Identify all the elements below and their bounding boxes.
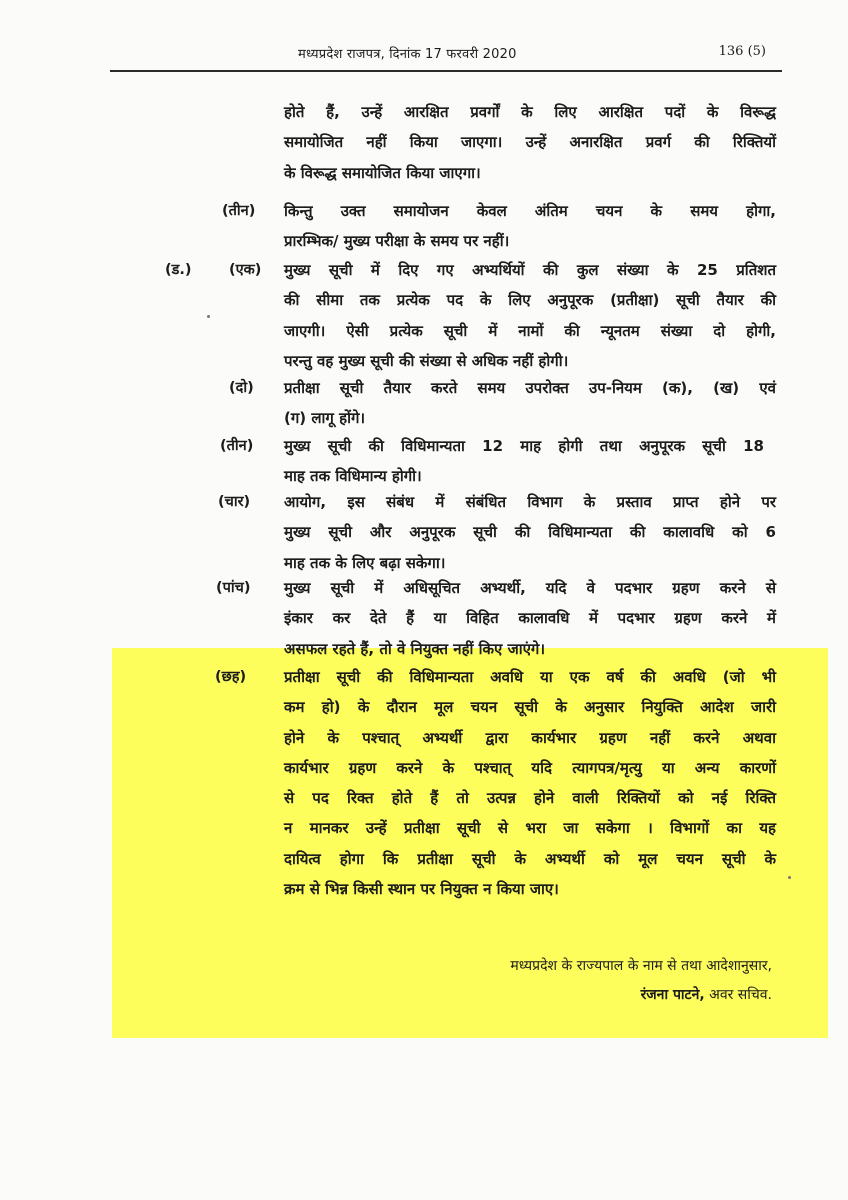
text-line: से पद रिक्त होते हैं तो उत्पन्न होने वाली रिक्तियों को नई रिक्ति (284, 789, 776, 808)
clause-text (284, 487, 776, 578)
text-line: होते हैं, उन्हें आरक्षित प्रवर्गों के लिए आरक्षित पदों के विरूद्ध (284, 103, 776, 121)
header-rule (110, 70, 782, 72)
clause-label: (तीन) (222, 203, 256, 219)
paragraph-continuation (284, 97, 776, 188)
text-line: प्रारम्भिक/ मुख्य परीक्षा के समय पर नहीं। (284, 232, 510, 251)
clause-label: (तीन) (220, 438, 254, 454)
text-line: की सीमा तक प्रत्येक पद के लिए अनुपूरक (प्रतीक्षा) सूची तैयार की (284, 291, 776, 310)
signatory-line (510, 981, 772, 1010)
signatory-designation: अवर सचिव. (704, 987, 772, 1003)
text-line: माह तक के लिए बढ़ा सकेगा। (284, 553, 446, 572)
clause-label: (एक) (229, 262, 262, 278)
text-line: जाएगी। ऐसी प्रत्येक सूची में नामों की न्यूनतम संख्या दो होगी, (284, 321, 776, 340)
text-line: क्रम से भिन्न किसी स्थान पर नियुक्त न किया जाए। (284, 880, 559, 899)
gazette-title: मध्यप्रदेश राजपत्र, दिनांक 17 फरवरी 2020 (298, 47, 517, 62)
subrule-label: (ड.) (165, 262, 192, 278)
text-line: मुख्य सूची में अधिसूचित अभ्यर्थी, यदि वे पदभार ग्रहण करने से (284, 579, 776, 597)
clause-text (284, 573, 776, 664)
text-line: दायित्व होगा कि प्रतीक्षा सूची के अभ्यर्थी को मूल चयन सूची के (284, 849, 776, 868)
text-line: के विरूद्ध समायोजित किया जाएगा। (284, 163, 481, 182)
text-line: परन्तु वह मुख्य सूची की संख्या से अधिक नहीं होगी। (284, 351, 569, 370)
text-line: होने के पश्चात् अभ्यर्थी द्वारा कार्यभार ग्रहण नहीं करने अथवा (284, 728, 776, 747)
clause-text (284, 431, 776, 492)
text-line: समायोजित नहीं किया जाएगा। उन्हें अनारक्षित प्रवर्ग की रिक्तियों (284, 133, 776, 152)
text-line: प्रतीक्षा सूची की विधिमान्यता अवधि या एक वर्ष की अवधि (जो भी (284, 668, 776, 686)
text-line: इंकार कर देते हैं या विहित कालावधि में पदभार ग्रहण करने में (284, 609, 776, 628)
page-number: 136 (5) (718, 44, 766, 59)
clause-label: (पांच) (216, 580, 251, 596)
text-line: मुख्य सूची की विधिमान्यता 12 माह होगी तथा अनुपूरक सूची 18 (284, 437, 764, 455)
highlighted-clause-text (284, 662, 776, 904)
text-line: (ग) लागू होंगे। (284, 409, 366, 428)
text-line: असफल रहते हैं, तो वे नियुक्त नहीं किए जाएंगे। (284, 639, 546, 658)
text-line: माह तक विधिमान्य होगी। (284, 467, 422, 486)
clause-text (284, 255, 776, 376)
text-line: प्रतीक्षा सूची तैयार करते समय उपरोक्त उप-नियम (क), (ख) एवं (284, 379, 776, 397)
page-header (0, 44, 848, 68)
text-line: मुख्य सूची और अनुपूरक सूची की विधिमान्यता की कालावधि को 6 (284, 523, 776, 542)
clause-text (284, 373, 776, 434)
scan-speck (788, 876, 791, 879)
signature-block (510, 952, 772, 1010)
authority-line: मध्यप्रदेश के राज्यपाल के नाम से तथा आदेशानुसार, (510, 958, 772, 974)
text-line: आयोग, इस संबंध में संबंधित विभाग के प्रस्ताव प्राप्त होने पर (284, 493, 776, 511)
clause-label: (छह) (215, 669, 247, 685)
scan-speck (207, 315, 210, 318)
text-line: किन्तु उक्त समायोजन केवल अंतिम चयन के समय होगा, (284, 202, 776, 220)
clause-text (284, 196, 776, 257)
text-line: मुख्य सूची में दिए गए अभ्यर्थियों की कुल संख्या के 25 प्रतिशत (284, 261, 776, 279)
signatory-name: रंजना पाटने, (640, 987, 705, 1003)
text-line: कम हो) के दौरान मूल चयन सूची के अनुसार नियुक्ति आदेश जारी (284, 698, 776, 717)
text-line: कार्यभार ग्रहण करने के पश्चात् यदि त्यागपत्र/मृत्यु या अन्य कारणों (284, 758, 776, 777)
clause-label: (दो) (229, 380, 254, 396)
clause-label: (चार) (218, 494, 251, 510)
text-line: न मानकर उन्हें प्रतीक्षा सूची से भरा जा सकेगा । विभागों का यह (284, 819, 776, 838)
